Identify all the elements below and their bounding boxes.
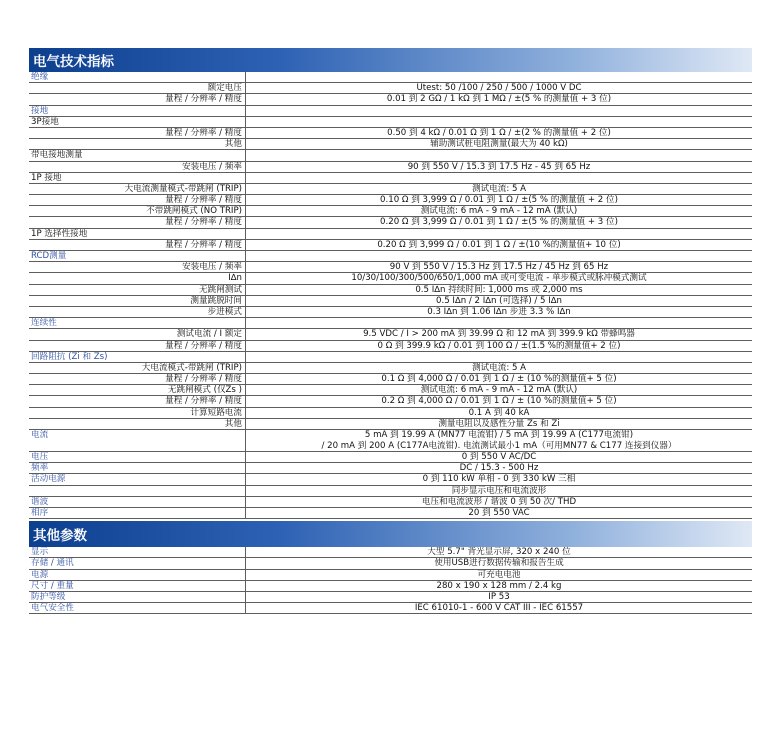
spec-value: 90 到 550 V / 15.3 到 17.5 Hz - 45 到 65 Hz <box>245 162 752 172</box>
spec-value: DC / 15.3 - 500 Hz <box>245 463 752 473</box>
spec-value: 0 到 550 V AC/DC <box>245 452 752 462</box>
spec-value <box>245 106 752 116</box>
spec-row <box>29 150 752 161</box>
spec-value: 测量电阻以及感性分量 Zs 和 Zi <box>245 419 752 429</box>
spec-row <box>29 285 752 296</box>
spec-value: 电压和电流波形 / 谐波 0 到 50 次/ THD <box>245 497 752 507</box>
spec-value: 辅助测试桩电阻测量(最大为 40 kΩ) <box>245 139 752 149</box>
spec-label: 频率 <box>31 463 49 474</box>
spec-value: 0.01 到 2 GΩ / 1 kΩ 到 1 MΩ / ±(5 % 的测量值 + 3 位) <box>245 94 752 104</box>
spec-row <box>29 72 752 83</box>
spec-label: 量程 / 分辨率 / 精度 <box>165 239 242 250</box>
spec-value <box>245 251 752 261</box>
spec-label: 计算短路电流 <box>190 407 242 418</box>
spec-value: IP 53 <box>245 592 752 602</box>
spec-label: RCD测量 <box>31 251 67 261</box>
spec-label <box>29 486 245 496</box>
other-params-table <box>29 547 752 614</box>
spec-value: 0.20 Ω 到 3,999 Ω / 0.01 到 1 Ω / ±(5 % 的测量值 + 3 位) <box>245 217 752 227</box>
spec-row <box>29 240 752 251</box>
spec-label: I∆n <box>228 273 242 284</box>
spec-value <box>245 318 752 328</box>
spec-value: 同步显示电压和电流波形 <box>245 486 752 496</box>
spec-label: 1P 选择性接地 <box>31 228 88 239</box>
spec-row <box>29 94 752 105</box>
spec-row <box>29 173 752 184</box>
spec-row <box>29 452 752 463</box>
spec-value: 测试电流: 5 A <box>245 184 752 194</box>
spec-row <box>29 329 752 340</box>
spec-label: 1P 接地 <box>31 172 62 183</box>
spec-label: 测试电流 / I 额定 <box>176 329 242 340</box>
spec-label: 相序 <box>31 507 49 518</box>
spec-label: 量程 / 分辨率 / 精度 <box>165 217 242 228</box>
spec-row <box>29 106 752 117</box>
spec-value: 20 到 550 VAC <box>245 508 752 518</box>
spec-label: 量程 / 分辨率 / 精度 <box>165 195 242 206</box>
spec-row <box>29 581 752 592</box>
spec-label: 谐波 <box>31 496 49 507</box>
spec-label: 测量跳脱时间 <box>190 295 242 306</box>
spec-value: 0 到 110 kW 单相 - 0 到 330 kW 三相 <box>245 474 752 484</box>
spec-row <box>29 273 752 284</box>
spec-row <box>29 363 752 374</box>
spec-value <box>245 229 752 239</box>
spec-label: 量程 / 分辨率 / 精度 <box>165 340 242 351</box>
spec-label: 电气安全性 <box>31 603 74 614</box>
spec-row <box>29 184 752 195</box>
spec-label: 量程 / 分辨率 / 精度 <box>165 396 242 407</box>
spec-value: Utest: 50 /100 / 250 / 500 / 1000 V DC <box>245 83 752 93</box>
spec-label: 量程 / 分辨率 / 精度 <box>165 94 242 105</box>
spec-value <box>245 352 752 362</box>
spec-row <box>29 408 752 419</box>
spec-value <box>245 150 752 160</box>
spec-label: 回路阻抗 (Zi 和 Zs) <box>31 351 108 362</box>
spec-row <box>29 547 752 558</box>
spec-value-line: / 20 mA 到 200 A (C177A电流钳). 电流测试最小1 mA（可用MN77 & C177 连接到仪器） <box>321 441 677 451</box>
spec-value: 0.10 Ω 到 3,999 Ω / 0.01 到 1 Ω / ±(5 % 的测量值 + 2 位) <box>245 195 752 205</box>
spec-row <box>29 229 752 240</box>
spec-row <box>29 463 752 474</box>
spec-row <box>29 206 752 217</box>
spec-row <box>29 262 752 273</box>
spec-value: 0.5 I∆n / 2 I∆n (可选择) / 5 I∆n <box>245 296 752 306</box>
spec-sheet <box>29 48 752 614</box>
spec-row <box>29 307 752 318</box>
spec-value: 280 x 190 x 128 mm / 2.4 kg <box>245 581 752 591</box>
spec-row <box>29 217 752 228</box>
spec-label: 防护等级 <box>31 591 66 602</box>
spec-value: 大型 5.7" 背光显示屏, 320 x 240 位 <box>245 547 752 557</box>
spec-row <box>29 195 752 206</box>
spec-value-line: 5 mA 到 19.99 A (MN77 电流钳) / 5 mA 到 19.99 A (C177电流钳) <box>364 430 634 440</box>
spec-row <box>29 83 752 94</box>
spec-row <box>29 430 752 452</box>
spec-label: 电源 <box>31 569 49 580</box>
spec-value: 0.1 A 到 40 kA <box>245 408 752 418</box>
spec-label: 安装电压 / 频率 <box>182 262 242 273</box>
electrical-specs-header: 电气技术指标 <box>29 48 752 72</box>
spec-value: 测试电流: 6 mA - 9 mA - 12 mA (默认) <box>245 206 752 216</box>
spec-value <box>245 117 752 127</box>
spec-row <box>29 508 752 519</box>
spec-row <box>29 474 752 485</box>
spec-label: 电流 <box>31 430 49 440</box>
spec-row <box>29 603 752 614</box>
spec-label: 带电接地测量 <box>31 150 83 161</box>
spec-label: 显示 <box>31 547 49 558</box>
spec-value: 0.20 Ω 到 3,999 Ω / 0.01 到 1 Ω / ±(10 %的测量值+ 10 位) <box>245 240 752 250</box>
spec-label: 尺寸 / 重量 <box>31 580 74 591</box>
spec-label: 连续性 <box>31 318 57 329</box>
spec-label: 其他 <box>224 139 242 150</box>
spec-label: 大电流模式-带跳闸 (TRIP) <box>141 362 242 373</box>
spec-value: 90 V 到 550 V / 15.3 Hz 到 17.5 Hz / 45 Hz 到 65 Hz <box>245 262 752 272</box>
spec-row <box>29 497 752 508</box>
spec-value: 测试电流: 6 mA - 9 mA - 12 mA (默认) <box>245 385 752 395</box>
spec-value <box>245 72 752 82</box>
spec-row <box>29 570 752 581</box>
spec-row <box>29 352 752 363</box>
spec-value: IEC 61010-1 - 600 V CAT III - IEC 61557 <box>245 603 752 613</box>
spec-label: 量程 / 分辨率 / 精度 <box>165 374 242 385</box>
spec-row <box>29 558 752 569</box>
spec-label: 其他 <box>224 418 242 429</box>
spec-value: 10/30/100/300/500/650/1,000 mA 或可变电流 - 单步模式或脉冲模式测试 <box>245 273 752 283</box>
spec-value <box>245 430 752 451</box>
spec-value: 0.2 Ω 到 4,000 Ω / 0.01 到 1 Ω / ± (10 %的测量值+ 5 位) <box>245 396 752 406</box>
spec-label: 步进模式 <box>207 306 242 317</box>
spec-value: 0 Ω 到 399.9 kΩ / 0.01 到 100 Ω / ±(1.5 %的测量值+ 2 位) <box>245 341 752 351</box>
spec-label: 安装电压 / 频率 <box>182 161 242 172</box>
spec-row <box>29 385 752 396</box>
spec-label: 电压 <box>31 452 49 462</box>
spec-label: 无跳闸测试 <box>199 284 242 295</box>
spec-row <box>29 318 752 329</box>
spec-label: 不带跳闸模式 (NO TRIP) <box>146 206 242 217</box>
spec-value <box>245 173 752 183</box>
spec-row <box>29 117 752 128</box>
spec-label: 量程 / 分辨率 / 精度 <box>165 127 242 138</box>
spec-value: 测试电流: 5 A <box>245 363 752 373</box>
spec-label: 接地 <box>31 105 49 116</box>
spec-value: 可充电电池 <box>245 570 752 580</box>
spec-row <box>29 419 752 430</box>
spec-label: 大电流测量模式-带跳闸 (TRIP) <box>124 183 242 194</box>
spec-value: 0.5 I∆n 持续时间: 1,000 ms 或 2,000 ms <box>245 285 752 295</box>
spec-row <box>29 251 752 262</box>
electrical-specs-table <box>29 72 752 519</box>
spec-label: 额定电压 <box>207 83 242 94</box>
spec-value: 0.1 Ω 到 4,000 Ω / 0.01 到 1 Ω / ± (10 %的测量值+ 5 位) <box>245 374 752 384</box>
spec-row <box>29 374 752 385</box>
other-params-header: 其他参数 <box>29 521 752 547</box>
spec-row <box>29 341 752 352</box>
spec-value: 9.5 VDC / I > 200 mA 到 39.99 Ω 和 12 mA 到 399.9 kΩ 带蜂鸣器 <box>245 329 752 339</box>
spec-value: 使用USB进行数据传输和报告生成 <box>245 558 752 568</box>
spec-row <box>29 592 752 603</box>
spec-row <box>29 162 752 173</box>
spec-row <box>29 128 752 139</box>
spec-row <box>29 296 752 307</box>
spec-label: 无跳闸模式 (仅Zs ) <box>167 385 242 396</box>
spec-label: 活动电源 <box>31 474 66 485</box>
spec-label: 存储 / 通讯 <box>31 558 74 569</box>
spec-label: 绝缘 <box>31 72 49 82</box>
spec-value: 0.3 I∆n 到 1.06 I∆n 步进 3.3 % I∆n <box>245 307 752 317</box>
spec-label: 3P接地 <box>31 116 59 127</box>
spec-row <box>29 139 752 150</box>
spec-row <box>29 486 752 497</box>
spec-value: 0.50 到 4 kΩ / 0.01 Ω 到 1 Ω / ±(2 % 的测量值 + 2 位) <box>245 128 752 138</box>
spec-row <box>29 396 752 407</box>
